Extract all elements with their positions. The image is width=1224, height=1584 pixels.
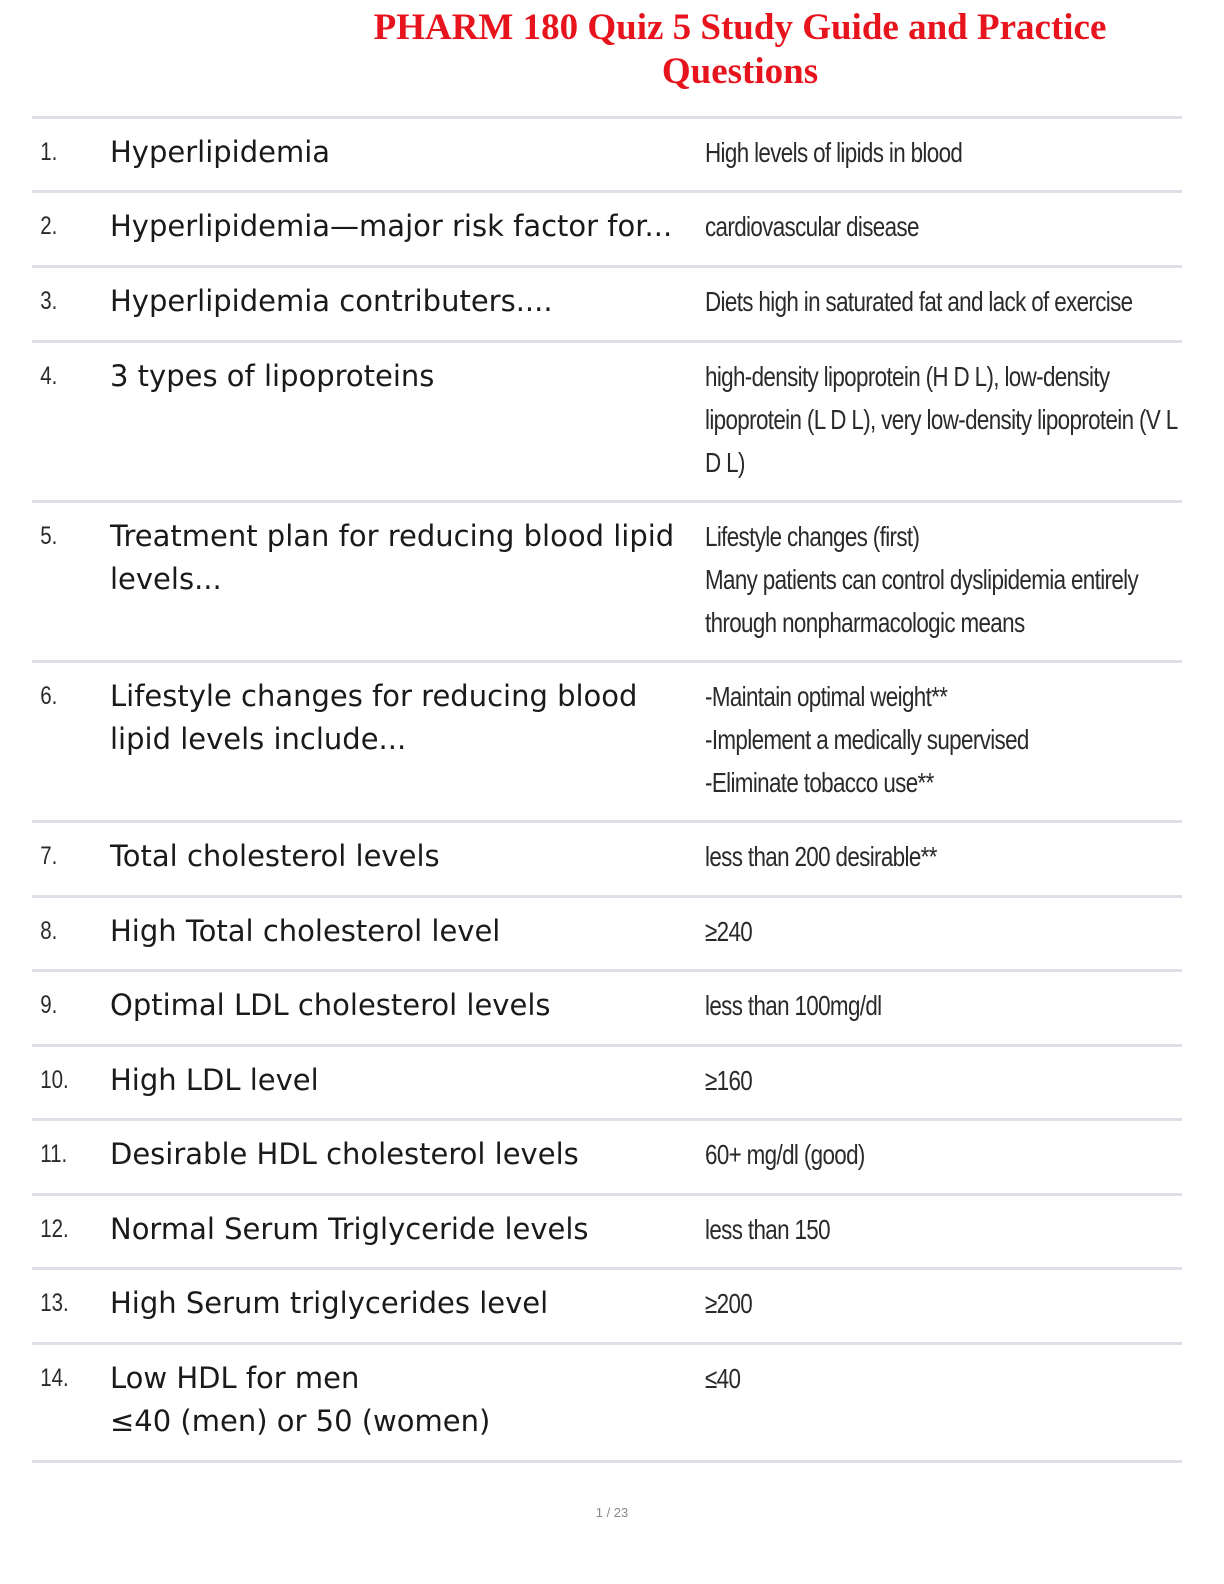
definition-text: -Maintain optimal weight** -Implement a medically supervised -Eliminate tobacco use** [705,681,1029,798]
question-number: 4. [40,362,58,390]
question-row-5 [32,503,1182,663]
question-row-8 [32,898,1182,972]
definition-text: ≤40 [705,1363,741,1394]
question-definition [705,503,1182,660]
question-definition [705,343,1182,500]
question-term: Low HDL for men ≤40 (men) or 50 (women) [110,1361,491,1438]
question-number: 10. [40,1066,69,1094]
question-row-1 [32,119,1182,193]
question-number: 7. [40,842,58,870]
question-term: Hyperlipidemia—major risk factor for... [110,209,673,243]
question-number: 14. [40,1364,69,1392]
question-term: High Serum triglycerides level [110,1286,549,1320]
question-row-6 [32,663,1182,823]
question-row-9 [32,972,1182,1047]
definition-text: ≥160 [705,1065,753,1096]
question-term: Lifestyle changes for reducing blood lipid levels include... [110,679,638,756]
question-number: 8. [40,917,58,945]
question-term: Hyperlipidemia contributers.... [110,284,553,318]
question-definition [705,119,1182,190]
definition-text: high-density lipoprotein (H D L), low-density lipoprotein (L D L), very low-density lipoprotein (V L D L) [705,361,1177,478]
question-row-3 [32,268,1182,343]
definition-text: Diets high in saturated fat and lack of exercise [705,286,1133,317]
question-list [32,116,1182,1463]
question-definition [705,823,1182,895]
question-number: 3. [40,287,58,315]
question-number: 9. [40,991,58,1019]
question-definition [705,898,1182,969]
question-row-11 [32,1121,1182,1196]
page-number: 1 / 23 [595,1505,629,1520]
question-definition [705,1196,1182,1267]
question-definition [705,1270,1182,1342]
question-term: High LDL level [110,1063,319,1097]
question-term: Normal Serum Triglyceride levels [110,1212,589,1246]
question-number: 6. [40,682,58,710]
question-row-7 [32,823,1182,898]
question-definition [705,972,1182,1044]
definition-text: less than 200 desirable** [705,841,937,872]
question-row-14 [32,1345,1182,1463]
definition-text: less than 100mg/dl [705,990,882,1021]
question-definition [705,1121,1182,1193]
question-definition [705,193,1182,265]
question-number: 2. [40,212,58,240]
question-row-2 [32,193,1182,268]
question-term: Optimal LDL cholesterol levels [110,988,551,1022]
question-definition [705,1345,1182,1460]
question-row-10 [32,1047,1182,1121]
definition-text: High levels of lipids in blood [705,137,963,168]
question-term: Hyperlipidemia [110,135,331,169]
question-number: 12. [40,1215,69,1243]
question-row-4 [32,343,1182,503]
question-term: High Total cholesterol level [110,914,501,948]
question-number: 1. [40,138,58,166]
question-row-13 [32,1270,1182,1345]
question-definition [705,1047,1182,1118]
question-row-12 [32,1196,1182,1270]
question-term: Treatment plan for reducing blood lipid levels... [110,519,675,596]
definition-text: less than 150 [705,1214,830,1245]
page-title: PHARM 180 Quiz 5 Study Guide and Practice Questions [373,7,1107,92]
question-number: 5. [40,522,58,550]
question-term: Desirable HDL cholesterol levels [110,1137,579,1171]
definition-text: cardiovascular disease [705,211,919,242]
question-term: 3 types of lipoproteins [110,359,435,393]
definition-text: 60+ mg/dl (good) [705,1139,865,1170]
definition-text: ≥240 [705,916,753,947]
question-definition [705,663,1182,820]
question-definition [705,268,1182,340]
definition-text: ≥200 [705,1288,753,1319]
definition-text: Lifestyle changes (first) Many patients can control dyslipidemia entirely through nonpharmacologic means [705,521,1139,638]
question-term: Total cholesterol levels [110,839,440,873]
question-number: 13. [40,1289,69,1317]
question-number: 11. [40,1140,68,1168]
